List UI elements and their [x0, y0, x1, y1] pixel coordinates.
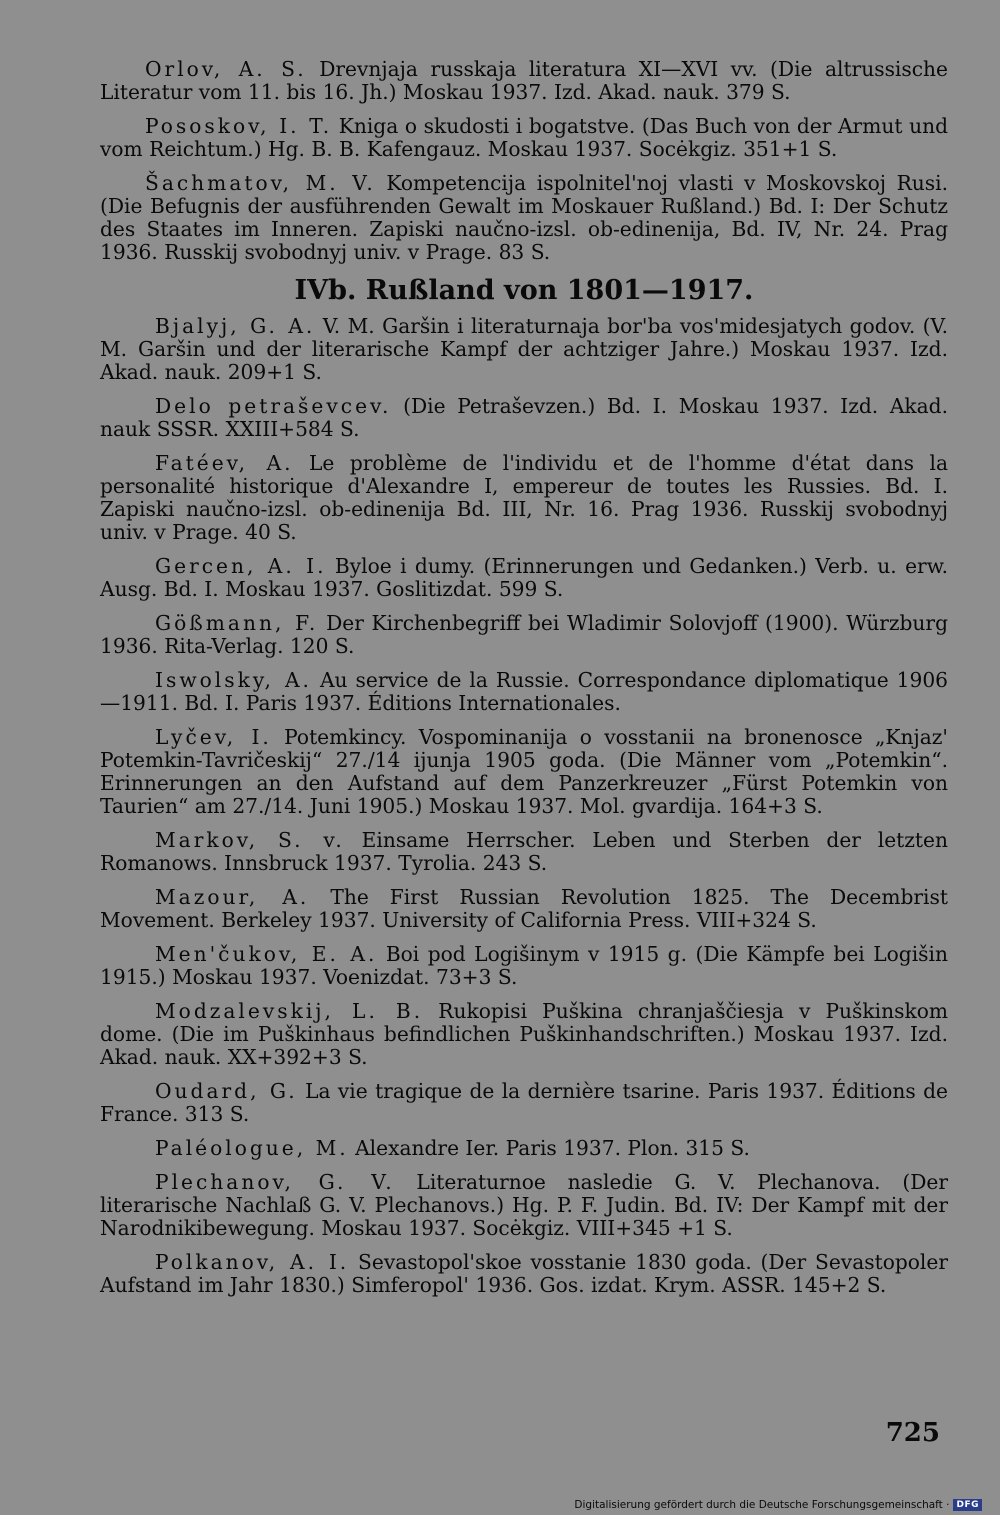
- entry-author: Lyčev, I.: [155, 725, 272, 749]
- entry-author: Gercen, A. I.: [155, 554, 327, 578]
- entry-text: Kompetencija ispolnitel'noj vlasti v Moskovskoj Rusi. (Die Befugnis der ausführenden Gewalt im Moskauer Rußland.) Bd. I: Der Schutz des Staates im Inneren. Zapiski naučno-izsl. ob-edinenija, Bd. IV, Nr. 24. Prag 1936. Russkij svobodnyj univ. v Prage. 83 S.: [100, 171, 948, 264]
- entry-author: Paléologue, M.: [155, 1136, 349, 1160]
- entry-text: The First Russian Revolution 1825. The Decembrist Movement. Berkeley 1937. University of California Press. VIII+324 S.: [100, 885, 948, 932]
- entry-author: Markov, S. v.: [155, 828, 345, 852]
- entry-author: Delo petraševcev.: [155, 394, 392, 418]
- bibliography-entry: [100, 1000, 948, 1069]
- entry-text: Drevnjaja russkaja literatura XI—XVI vv. (Die altrussische Literatur vom 11. bis 16. Jh.) Moskau 1937. Izd. Akad. nauk. 379 S.: [100, 57, 948, 104]
- entries-top: [100, 58, 948, 264]
- entry-text: (Die Petraševzen.) Bd. I. Moskau 1937. Izd. Akad. nauk SSSR. XXIII+584 S.: [100, 394, 949, 441]
- entry-text: Byloe i dumy. (Erinnerungen und Gedanken.) Verb. u. erw. Ausg. Bd. I. Moskau 1937. Goslitizdat. 599 S.: [100, 554, 948, 601]
- bibliography-entry: [100, 172, 948, 264]
- entry-text: Au service de la Russie. Correspondance diplomatique 1906—1911. Bd. I. Paris 1937. Éditions Internationales.: [100, 668, 949, 715]
- entry-author: Modzalevskij, L. B.: [155, 999, 424, 1023]
- entry-text: Der Kirchenbegriff bei Wladimir Solovjoff (1900). Würzburg 1936. Rita-Verlag. 120 S.: [100, 611, 948, 658]
- bibliography-entry: [100, 886, 948, 932]
- entry-text: Sevastopol'skoe vosstanie 1830 goda. (Der Sevastopoler Aufstand im Jahr 1830.) Simferopol' 1936. Gos. izdat. Krym. ASSR. 145+2 S.: [100, 1250, 948, 1297]
- entry-author: Men'čukov, E. A.: [155, 942, 378, 966]
- entry-author: Mazour, A.: [155, 885, 310, 909]
- bibliography-entry: [100, 1137, 948, 1160]
- entry-author: Iswolsky, A.: [155, 668, 312, 692]
- entry-author: Fatéev, A.: [155, 451, 294, 475]
- footer-text: Digitalisierung gefördert durch die Deutsche Forschungsgemeinschaft ·: [574, 1499, 950, 1511]
- entry-author: Plechanov, G. V.: [155, 1170, 395, 1194]
- entry-author: Šachmatov, M. V.: [145, 171, 376, 195]
- entry-author: Bjalyj, G. A.: [155, 314, 316, 338]
- entry-author: Gößmann, F.: [155, 611, 319, 635]
- entry-text: Alexandre Ier. Paris 1937. Plon. 315 S.: [348, 1136, 750, 1160]
- entry-text: Einsame Herrscher. Leben und Sterben der letzten Romanows. Innsbruck 1937. Tyrolia. 243 S.: [100, 828, 948, 875]
- entry-author: Polkanov, A. I.: [155, 1250, 350, 1274]
- bibliography-entry: [100, 1251, 948, 1297]
- bibliography-entry: [100, 452, 948, 544]
- bibliography-entry: [100, 726, 948, 818]
- entry-text: Rukopisi Puškina chranjaščiesja v Puškinskom dome. (Die im Puškinhaus befindlichen Puškinhandschriften.) Moskau 1937. Izd. Akad. nauk. XX+392+3 S.: [100, 999, 948, 1069]
- bibliography-entry: [100, 115, 948, 161]
- entry-text: La vie tragique de la dernière tsarine. Paris 1937. Éditions de France. 313 S.: [100, 1079, 948, 1126]
- bibliography-entry: [100, 315, 948, 384]
- entry-author: Oudard, G.: [155, 1079, 298, 1103]
- entry-text: Boi pod Logišinym v 1915 g. (Die Kämpfe bei Logišin 1915.) Moskau 1937. Voenizdat. 73+3 S.: [100, 942, 948, 989]
- entry-text: Kniga o skudosti i bogatstve. (Das Buch von der Armut und vom Reichtum.) Hg. B. B. Kafengauz. Moskau 1937. Socėkgiz. 351+1 S.: [100, 114, 948, 161]
- entry-text: Le problème de l'individu et de l'homme d'état dans la personalité historique d'Alexandre I, empereur de toutes les Russies. Bd. I. Zapiski naučno-izsl. ob-edinenija Bd. III, Nr. 16. Prag 1936. Russkij svobodnyj univ. v Prage. 40 S.: [100, 451, 948, 544]
- bibliography-entry: [100, 58, 948, 104]
- page-number: 725: [885, 1418, 940, 1448]
- bibliography-entry: [100, 395, 948, 441]
- bibliography-page: [100, 58, 948, 1308]
- section-heading: IVb. Rußland von 1801—1917.: [294, 275, 754, 306]
- entry-text: V. M. Garšin i literaturnaja bor'ba vos'midesjatych godov. (V. M. Garšin und der literarische Kampf der achtziger Jahre.) Moskau 1937. Izd. Akad. nauk. 209+1 S.: [100, 314, 948, 384]
- entries-main: [100, 315, 948, 1297]
- bibliography-entry: [100, 555, 948, 601]
- bibliography-entry: [100, 1080, 948, 1126]
- entry-text: Potemkincy. Vospominanija o vosstanii na bronenosce „Knjaz' Potemkin-Tavričeskij“ 27./14 ijunja 1905 goda. (Die Männer vom „Potemkin“. Erinnerungen an den Aufstand auf dem Panzerkreuzer „Fürst Potemkin von Taurien“ am 27./14. Juni 1905.) Moskau 1937. Mol. gvardija. 164+3 S.: [100, 725, 948, 818]
- bibliography-entry: [100, 612, 948, 658]
- bibliography-entry: [100, 829, 948, 875]
- digitization-footer: [574, 1499, 982, 1511]
- dfg-logo: DFG: [953, 1499, 982, 1511]
- bibliography-entry: [100, 669, 948, 715]
- entry-author: Orlov, A. S.: [145, 57, 307, 81]
- bibliography-entry: [100, 1171, 948, 1240]
- entry-author: Pososkov, I. T.: [145, 114, 333, 138]
- entry-text: Literaturnoe nasledie G. V. Plechanova. (Der literarische Nachlaß G. V. Plechanovs.) Hg. P. F. Judin. Bd. IV: Der Kampf mit der Narodnikibewegung. Moskau 1937. Socėkgiz. VIII+345 +1 S.: [100, 1170, 948, 1240]
- bibliography-entry: [100, 943, 948, 989]
